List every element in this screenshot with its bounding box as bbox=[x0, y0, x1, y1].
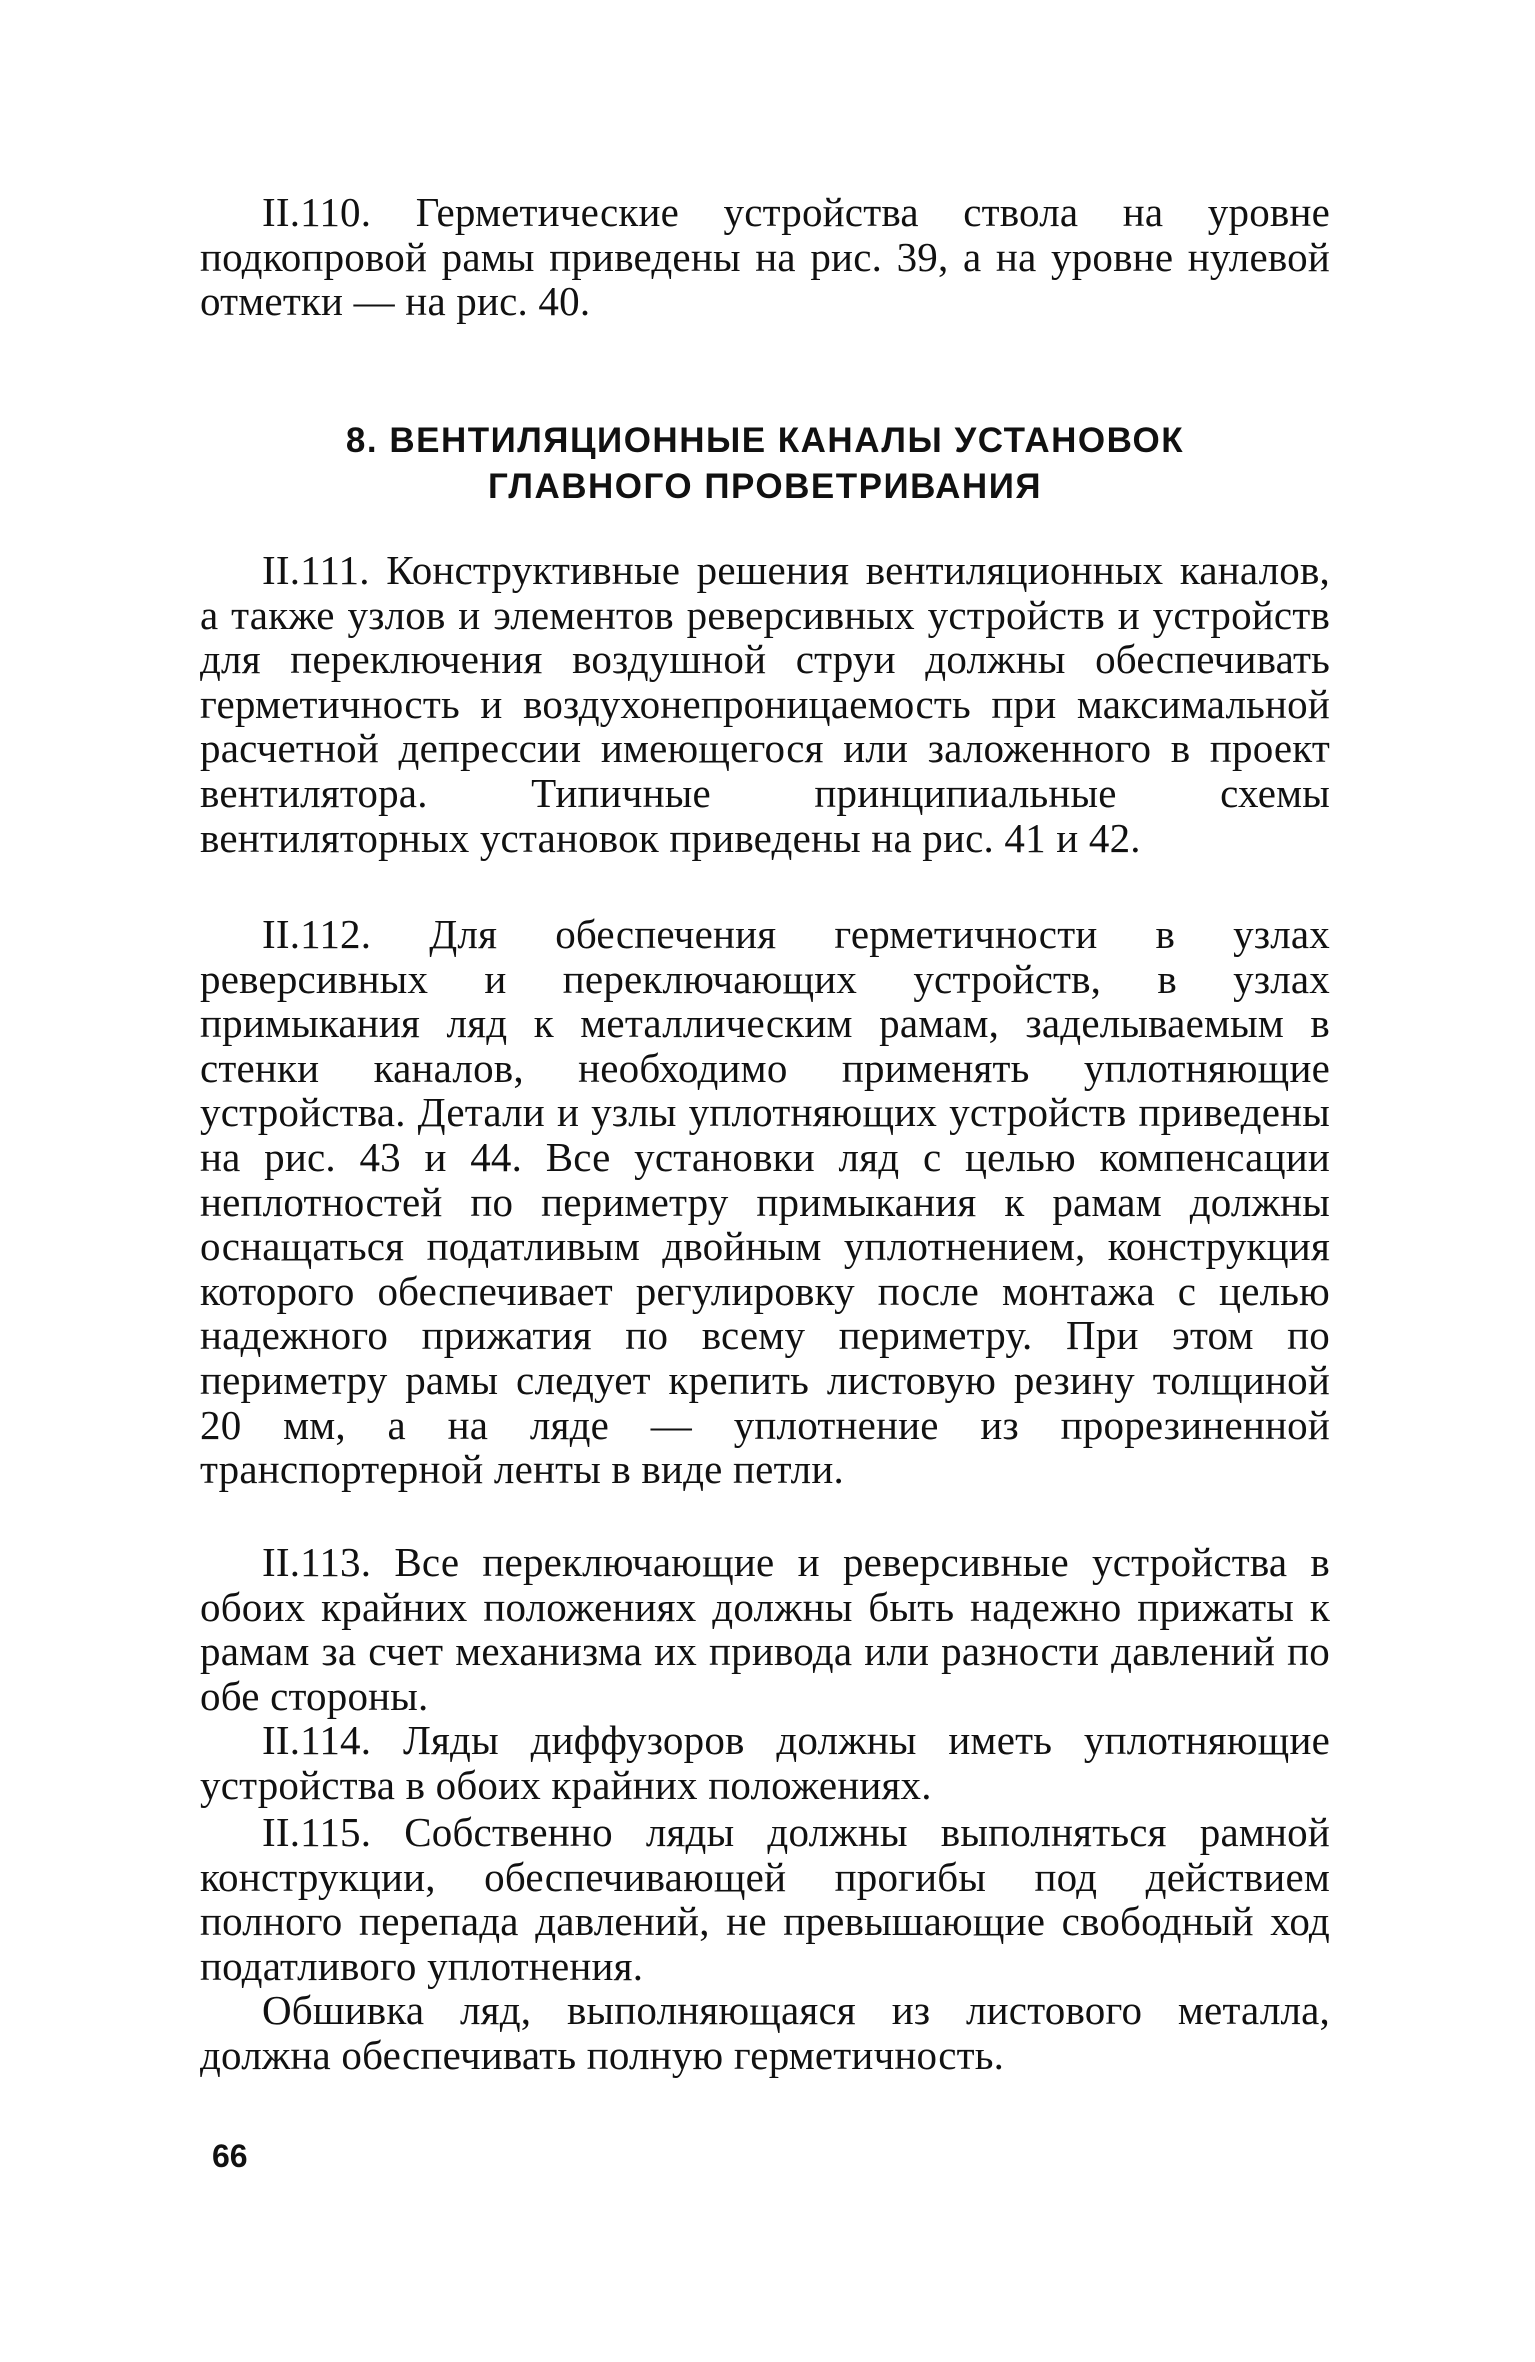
paragraph-ii-113-text: II.113. Все переключающие и реверсивные устройства в обоих крайних положениях должны быть надежно прижаты к рамам за счет механизма их привода или разности давлений по обе стороны. bbox=[200, 1539, 1330, 1719]
paragraph-ii-111-text: II.111. Конструктивные решения вентиляционных каналов, а также узлов и элементов реверсивных устройств и устройств для переключения воздушной струи должны обеспечивать герметичность и воздухонепроницаемость при максимальной расчетной депрессии имеющегося или заложенного в проект вентилятора. Типичные принципиальные схемы вентиляторных установок приведены на рис. 41 и 42. bbox=[200, 547, 1330, 861]
paragraph-ii-114 bbox=[200, 1718, 1330, 1807]
section-heading-line-2: ГЛАВНОГО ПРОВЕТРИВАНИЯ bbox=[487, 467, 1043, 506]
paragraph-ii-111 bbox=[200, 548, 1330, 860]
paragraph-ii-112 bbox=[200, 912, 1330, 1492]
paragraph-ii-115 bbox=[200, 1810, 1330, 1988]
paragraph-ii-115-text: II.115. Собственно ляды должны выполняться рамной конструкции, обеспечивающей прогибы под действием полного перепада давлений, не превышающие свободный ход податливого уплотнения. bbox=[200, 1809, 1330, 1989]
paragraph-ii-114-text: II.114. Ляды диффузоров должны иметь уплотняющие устройства в обоих крайних положениях. bbox=[200, 1717, 1330, 1808]
paragraph-ii-110 bbox=[200, 190, 1330, 324]
page-number: 66 bbox=[212, 2138, 248, 2174]
paragraph-sheathing bbox=[200, 1988, 1330, 2077]
paragraph-ii-112-text: II.112. Для обеспечения герметичности в узлах реверсивных и переключающих устройств, в узлах примыкания ляд к металлическим рамам, заделываемым в стенки каналов, необходимо применять уплотняющие устройства. Детали и узлы уплотняющих устройств приведены на рис. 43 и 44. Все установки ляд с целью компенсации неплотностей по периметру примыкания к рамам должны оснащаться податливым двойным уплотнением, конструкция которого обеспечивает регулировку после монтажа с целью надежного прижатия по всему периметру. При этом по периметру рамы следует крепить листовую резину толщиной 20 мм, а на ляде — уплотнение из прорезиненной транспортерной ленты в виде петли. bbox=[200, 911, 1330, 1493]
section-heading bbox=[200, 418, 1330, 510]
paragraph-ii-113 bbox=[200, 1540, 1330, 1718]
section-heading-line-1: 8. ВЕНТИЛЯЦИОННЫЕ КАНАЛЫ УСТАНОВОК bbox=[345, 421, 1185, 460]
paragraph-ii-110-text: II.110. Герметические устройства ствола на уровне подкопровой рамы приведены на рис. 39, а на уровне нулевой отметки — на рис. 40. bbox=[200, 189, 1330, 325]
paragraph-sheathing-text: Обшивка ляд, выполняющаяся из листового металла, должна обеспечивать полную герметичность. bbox=[200, 1987, 1330, 2078]
